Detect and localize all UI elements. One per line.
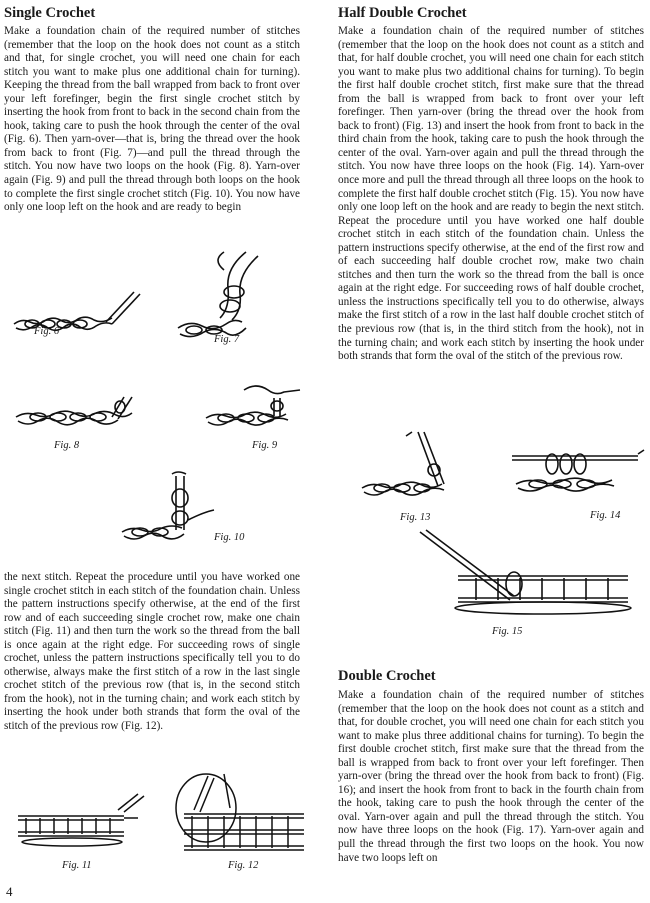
single-crochet-paragraph-2: the next stitch. Repeat the procedure until you have worked one single crochet stitch in each stitch of the foundation chain. Unless the pattern instructions specify otherwise, at the end of the first row and of each succeeding single crochet row, make one chain stitch (Fig. 11) and then turn the work so the thread from the ball is once again at the right edge. For succeeding rows of single crochet, unless the pattern instructions specifically tell you to do otherwise, always make the first stitch of a row in the last single crochet stitch of the previous row (that is, in the second stitch from the hook), not in the turning chain; and work each stitch by inserting the hook under both strands that form the oval of the stitch of the previous row (Fig. 12).	[4, 571, 300, 733]
single-crochet-heading: Single Crochet	[4, 5, 96, 21]
fig-6-caption: Fig. 6	[34, 326, 60, 337]
half-double-crochet-paragraph: Make a foundation chain of the required number of stitches (remember that the loop on the hook does not count as a stitch and that, for half double crochet, you will need one chain for each stitch you want to make plus two additional chains for turning). To begin the first half double crochet stitch, first make sure that the thread from the ball is wrapped from back to front over your left forefinger. Then yarn-over (bring the thread over the hook from back to front) (Fig. 13) and insert the hook from front to back in the third chain from the hook, taking care to push the hook through the center of the oval. Yarn-over again and pull the thread through the stitch. You now have three loops on the hook (Fig. 14). Yarn-over once more and pull the thread through all three loops on the hook to complete the first half double crochet stitch (Fig. 15). You now have only one loop left on the hook and are ready to begin the next stitch. Repeat the procedure until you have worked one half double crochet stitch in each stitch of the foundation chain. Unless the pattern instructions specify otherwise, at the end of the first row and of each succeeding half double crochet row, make two chain stitches and then turn the work so the thread from the ball is once again at the right edge. For succeeding rows of half double crochet, unless the instructions specifically tell you to do otherwise, always make the first stitch of a row in the last half double crochet stitch of the previous row (that is, in the third stitch from the hook), not in the turning chain; and work each stitch by inserting the hook under both strands that form the oval of the stitch of the previous row.	[338, 25, 644, 363]
figure-8	[14, 395, 149, 460]
figure-7	[176, 248, 301, 358]
fig-8-illustration	[14, 395, 149, 460]
fig-9-caption: Fig. 9	[252, 440, 278, 451]
figure-14	[508, 440, 648, 530]
fig-6-illustration	[12, 288, 142, 348]
double-crochet-heading: Double Crochet	[338, 668, 436, 684]
page-number: 4	[6, 884, 13, 899]
fig-15-illustration	[418, 528, 648, 638]
half-double-crochet-heading: Half Double Crochet	[338, 5, 467, 21]
figure-9	[204, 380, 304, 460]
fig-13-caption: Fig. 13	[400, 512, 431, 523]
single-crochet-paragraph-1: Make a foundation chain of the required number of stitches (remember that the loop on the hook does not count as a stitch and that, for single crochet, you will need one chain for each stitch you want to make plus one additional chain for turning). Keeping the thread from the ball wrapped from back to front over your left forefinger, begin the first single crochet stitch by inserting the hook from front to back in the second chain from the hook, taking care to push the hook through the center of the oval (Fig. 6). Then yarn-over—that is, bring the thread over the hook from back to front (Fig. 7)—and pull the thread through the stitch. You now have two loops on the hook (Fig. 8). Yarn-over again (Fig. 9) and pull the thread through both loops on the hook to complete the first single crochet stitch (Fig. 10). You now have only one loop left on the hook and are ready to begin	[4, 25, 300, 214]
figure-12	[174, 768, 309, 878]
figure-13	[358, 430, 478, 530]
figure-10	[114, 470, 264, 550]
fig-15-caption: Fig. 15	[492, 626, 523, 637]
fig-14-illustration	[508, 440, 648, 530]
figure-15	[418, 528, 648, 638]
fig-10-caption: Fig. 10	[214, 532, 245, 543]
double-crochet-paragraph: Make a foundation chain of the required number of stitches (remember that the loop on the hook does not count as a stitch and that, for double crochet, you will need one chain for each stitch you want to make plus three additional chains for turning). To begin the first double crochet stitch, first make sure that the thread from the ball is wrapped from back to front over your left forefinger. Then yarn-over (bring the thread over the hook from back to front) (Fig. 16); and insert the hook from front to back in the fourth chain from the hook, taking care to push the hook through the center of the oval. Yarn-over again and pull the thread through the stitch. You now have three loops on the hook (Fig. 17). Yarn-over again and pull the thread through the first two loops on the hook. You now have two loops left on	[338, 689, 644, 864]
fig-12-caption: Fig. 12	[228, 860, 259, 871]
fig-14-caption: Fig. 14	[590, 510, 621, 521]
fig-7-caption: Fig. 7	[214, 334, 240, 345]
fig-11-caption: Fig. 11	[62, 860, 92, 871]
figure-6	[12, 288, 142, 348]
figure-11	[12, 788, 152, 878]
fig-8-caption: Fig. 8	[54, 440, 80, 451]
